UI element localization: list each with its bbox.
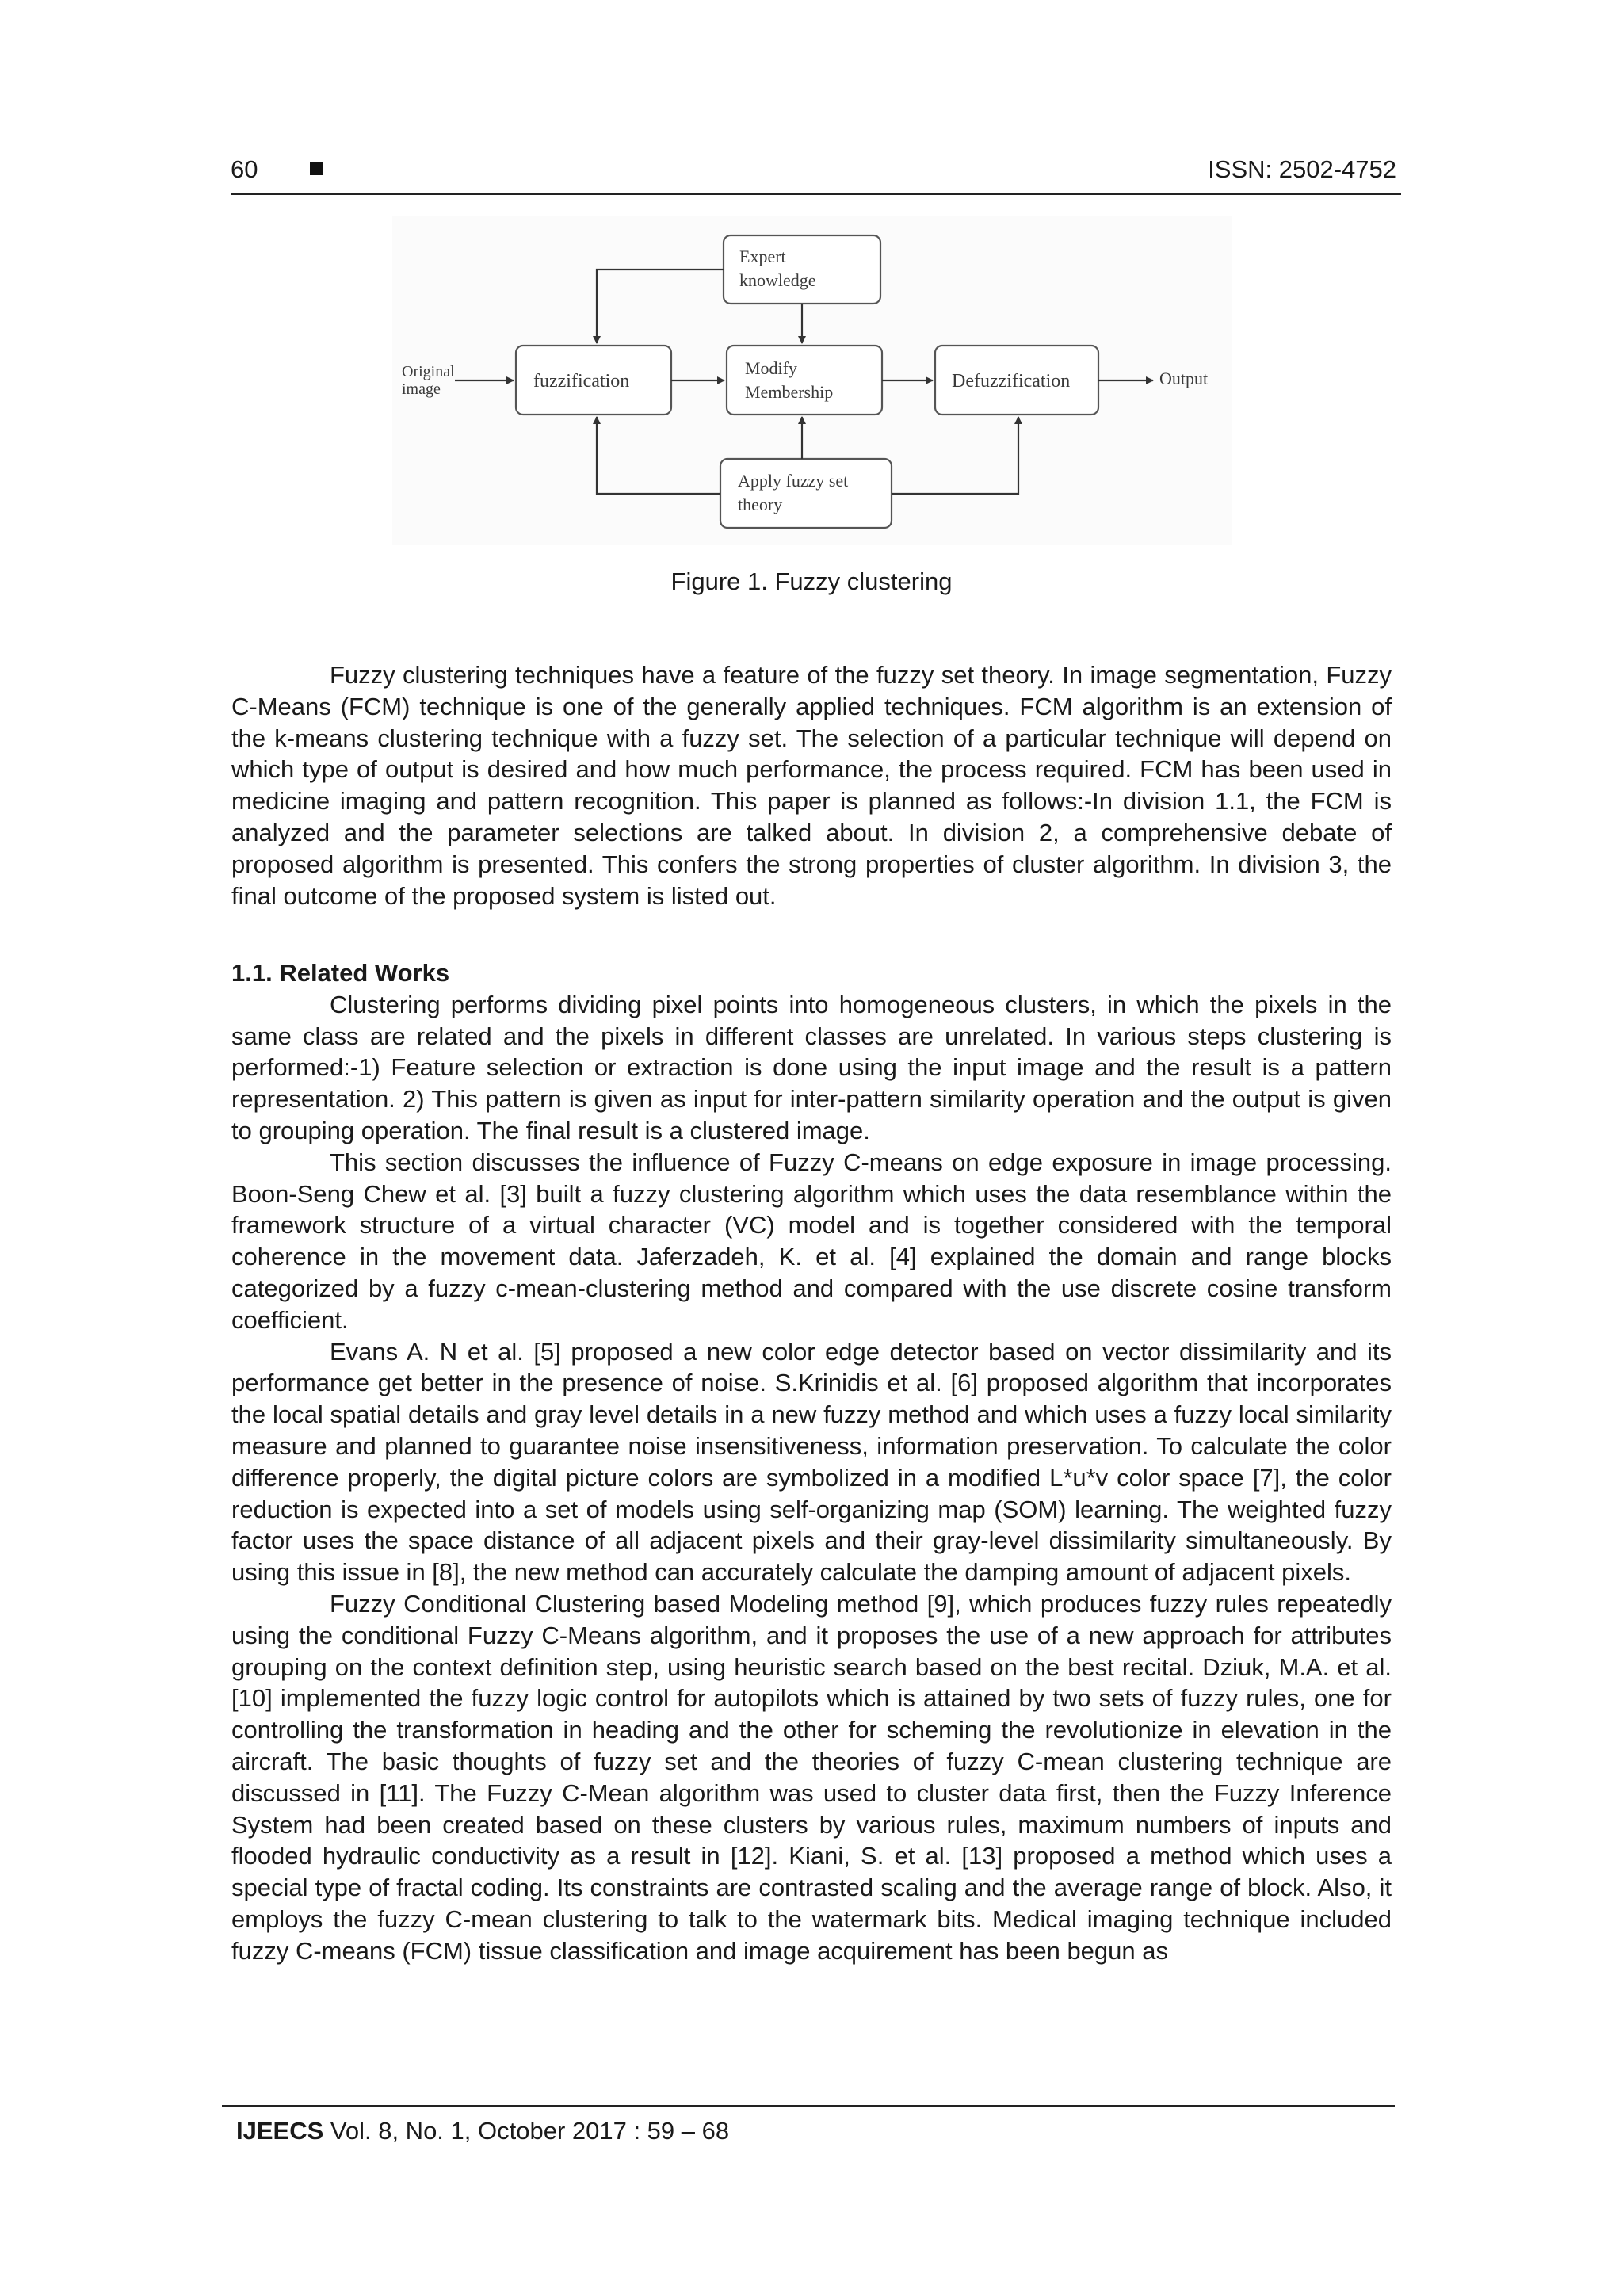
- arrow-apply-to-defuzzification: [892, 417, 1018, 494]
- header-square-icon: [310, 162, 323, 175]
- related-paragraph-3: Evans A. N et al. [5] proposed a new color edge detector based on vector dissimilarity and its performance get better in the presence of noise. S.Krinidis et al. [6] proposed algorithm that incorporates the local spatial details and gray level details in a new fuzzy method and which uses a fuzzy local similarity measure and planned to guarantee noise insensitiveness, information preservation. To calculate the color difference properly, the digital picture colors are symbolized in a modified L*u*v color space [7], the color reduction is expected into a set of models using self-organizing map (SOM) learning. The weighted fuzzy factor uses the space distance of all adjacent pixels and their gray-level dissimilarity simultaneously. By using this issue in [8], the new method can accurately calculate the damping amount of adjacent pixels.: [231, 1337, 1392, 1587]
- modify-label-2: Membership: [745, 382, 834, 402]
- related-paragraph-1: Clustering performs dividing pixel points into homogeneous clusters, in which the pixels in the same class are related and the pixels in different classes are unrelated. In various steps clustering is performed:-1) Feature selection or extraction is done using the input image and the result is a pattern representation. 2) This pattern is given as input for inter-pattern similarity operation and the output is given to grouping operation. The final result is a clustered image.: [231, 990, 1392, 1144]
- figure-caption: Figure 1. Fuzzy clustering: [670, 567, 953, 595]
- flow-diagram: [392, 216, 1232, 545]
- apply-fuzzy-set-box: [720, 459, 892, 528]
- apply-label: Apply fuzzy set: [738, 471, 849, 491]
- apply-label-2: theory: [738, 495, 783, 514]
- original-image-label-2: image: [402, 380, 441, 398]
- page-footer: [222, 2105, 1395, 2145]
- expert-label: Expert: [739, 246, 786, 266]
- modify-membership-box: [727, 346, 882, 415]
- arrow-expert-to-fuzzification: [597, 269, 724, 343]
- journal-name: IJEECS: [236, 2117, 324, 2145]
- related-paragraph-2: This section discusses the influence of Fuzzy C-means on edge exposure in image processing. Boon-Seng Chew et al. [3] built a fuzzy clustering algorithm which uses the data resemblance within the framework structure of a virtual character (VC) model and is together considered with the temporal coherence in the movement data. Jaferzadeh, K. et al. [4] explained the domain and range blocks categorized by a fuzzy c-mean-clustering method and compared with the use discrete cosine transform coefficient.: [231, 1148, 1392, 1334]
- output-label: Output: [1159, 369, 1209, 388]
- modify-label: Modify: [745, 358, 797, 378]
- issn-label: ISSN: 2502-4752: [1208, 155, 1396, 183]
- arrow-apply-to-fuzzification: [597, 417, 720, 494]
- related-paragraph-4: Fuzzy Conditional Clustering based Modeling method [9], which produces fuzzy rules repeatedly using the conditional Fuzzy C-Means algorithm, and it proposes the use of a new approach for attributes grouping on the context definition step, using heuristic search based on the best recital. Dziuk, M.A. et al.[10] implemented the fuzzy logic control for autopilots which is attained by two sets of fuzzy rules, one for controlling the transformation in heading and the other for scheming the revolutionize in elevation in the aircraft. The basic thoughts of fuzzy set and the theories of fuzzy C-mean clustering technique are discussed in [11]. The Fuzzy C-Mean algorithm was used to cluster data first, then the Fuzzy Inference System had been created based on these clusters by various rules, maximum numbers of inputs and flooded hydraulic conductivity as a result in [12]. Kiani, S. et al. [13] proposed a method which uses a special type of fractal coding. Its constraints are contrasted scaling and the average range of block. Also, it employs the fuzzy C-mean clustering to talk to the watermark bits. Medical imaging technique included fuzzy C-means (FCM) tissue classification and image acquirement has been begun as: [231, 1589, 1392, 1965]
- page-header: [231, 155, 1401, 195]
- original-image-label: Original: [402, 363, 455, 380]
- expert-label-2: knowledge: [739, 270, 816, 290]
- figure-fuzzy-clustering: [392, 216, 1232, 545]
- expert-knowledge-box: [724, 235, 880, 304]
- intro-section: [231, 659, 1392, 911]
- page-number: 60: [231, 155, 258, 183]
- section-heading: 1.1. Related Works: [231, 959, 450, 987]
- related-works-section: [231, 957, 1392, 1967]
- defuzzification-label: Defuzzification: [952, 371, 1071, 392]
- fuzzification-label: fuzzification: [533, 371, 630, 392]
- journal-citation: Vol. 8, No. 1, October 2017 : 59 – 68: [323, 2117, 730, 2145]
- intro-paragraph: Fuzzy clustering techniques have a feature of the fuzzy set theory. In image segmentation, Fuzzy C-Means (FCM) technique is one of the generally applied techniques. FCM algorithm is an extension of the k-means clustering technique with a fuzzy set. The selection of a particular technique will depend on which type of output is desired and how much performance, the process required. FCM has been used in medicine imaging and pattern recognition. This paper is planned as follows:-In division 1.1, the FCM is analyzed and the parameter selections are talked about. In division 2, a comprehensive debate of proposed algorithm is presented. This confers the strong properties of cluster algorithm. In division 3, the final outcome of the proposed system is listed out.: [231, 661, 1392, 910]
